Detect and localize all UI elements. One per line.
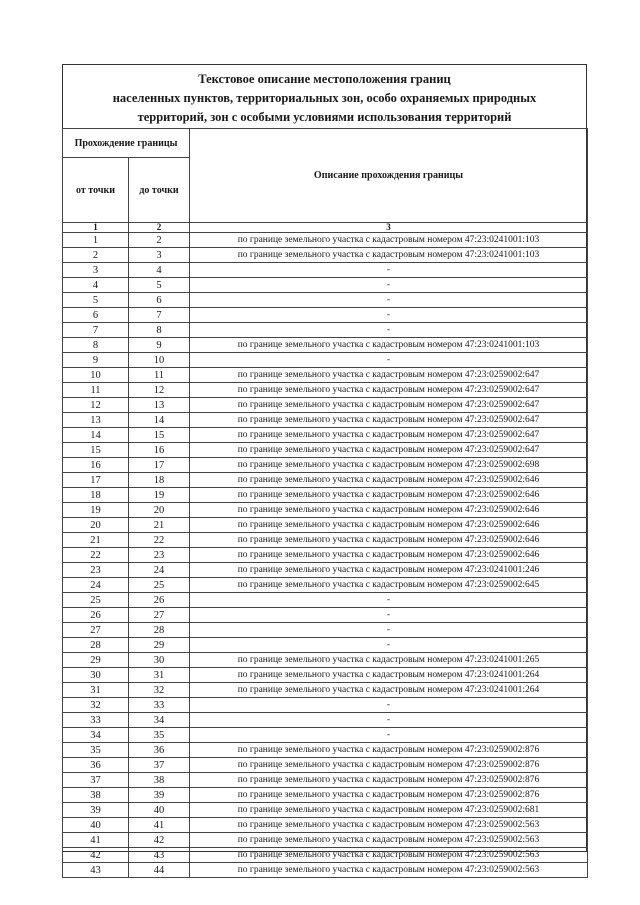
column-number: 1	[63, 223, 129, 233]
cell-to-point: 3	[129, 248, 190, 263]
cell-to-point: 10	[129, 353, 190, 368]
cell-description: -	[190, 713, 588, 728]
cell-to-point: 33	[129, 698, 190, 713]
cell-to-point: 8	[129, 323, 190, 338]
table-row	[63, 848, 588, 863]
cell-description: по границе земельного участка с кадастровым номером 47:23:0259002:563	[190, 833, 588, 848]
cell-description: -	[190, 353, 588, 368]
cell-from-point: 26	[63, 608, 129, 623]
cell-from-point: 36	[63, 758, 129, 773]
cell-description: -	[190, 308, 588, 323]
cell-description: -	[190, 278, 588, 293]
cell-to-point: 44	[129, 863, 190, 878]
cell-to-point: 28	[129, 623, 190, 638]
table-row	[63, 323, 588, 338]
cell-to-point: 27	[129, 608, 190, 623]
cell-to-point: 17	[129, 458, 190, 473]
table-row	[63, 233, 588, 248]
table-row	[63, 308, 588, 323]
cell-from-point: 2	[63, 248, 129, 263]
table-row	[63, 518, 588, 533]
cell-description: по границе земельного участка с кадастровым номером 47:23:0259002:876	[190, 788, 588, 803]
cell-from-point: 25	[63, 593, 129, 608]
table-row	[63, 548, 588, 563]
table-row	[63, 653, 588, 668]
cell-to-point: 35	[129, 728, 190, 743]
cell-description: по границе земельного участка с кадастровым номером 47:23:0241001:265	[190, 653, 588, 668]
cell-from-point: 6	[63, 308, 129, 323]
cell-to-point: 11	[129, 368, 190, 383]
cell-from-point: 5	[63, 293, 129, 308]
cell-description: по границе земельного участка с кадастровым номером 47:23:0241001:103	[190, 233, 588, 248]
cell-from-point: 27	[63, 623, 129, 638]
cell-description: по границе земельного участка с кадастровым номером 47:23:0259002:646	[190, 548, 588, 563]
cell-from-point: 43	[63, 863, 129, 878]
header-to-point: до точки	[129, 158, 190, 223]
cell-description: по границе земельного участка с кадастровым номером 47:23:0259002:647	[190, 428, 588, 443]
table-row	[63, 743, 588, 758]
table-row	[63, 428, 588, 443]
cell-description: по границе земельного участка с кадастровым номером 47:23:0259002:876	[190, 773, 588, 788]
cell-to-point: 38	[129, 773, 190, 788]
table-row	[63, 593, 588, 608]
cell-from-point: 21	[63, 533, 129, 548]
cell-description: по границе земельного участка с кадастровым номером 47:23:0241001:103	[190, 338, 588, 353]
cell-from-point: 4	[63, 278, 129, 293]
cell-from-point: 18	[63, 488, 129, 503]
cell-description: по границе земельного участка с кадастровым номером 47:23:0259002:698	[190, 458, 588, 473]
boundary-table	[62, 128, 588, 878]
cell-to-point: 32	[129, 683, 190, 698]
table-row	[63, 758, 588, 773]
cell-to-point: 13	[129, 398, 190, 413]
cell-to-point: 20	[129, 503, 190, 518]
cell-description: по границе земельного участка с кадастровым номером 47:23:0259002:646	[190, 503, 588, 518]
table-row	[63, 383, 588, 398]
cell-from-point: 10	[63, 368, 129, 383]
cell-from-point: 34	[63, 728, 129, 743]
cell-description: по границе земельного участка с кадастровым номером 47:23:0259002:876	[190, 758, 588, 773]
cell-description: по границе земельного участка с кадастровым номером 47:23:0259002:646	[190, 518, 588, 533]
table-row	[63, 488, 588, 503]
cell-description: по границе земельного участка с кадастровым номером 47:23:0259002:563	[190, 863, 588, 878]
cell-description: по границе земельного участка с кадастровым номером 47:23:0241001:264	[190, 668, 588, 683]
cell-from-point: 11	[63, 383, 129, 398]
cell-to-point: 39	[129, 788, 190, 803]
cell-description: по границе земельного участка с кадастровым номером 47:23:0241001:264	[190, 683, 588, 698]
cell-from-point: 41	[63, 833, 129, 848]
cell-to-point: 6	[129, 293, 190, 308]
cell-to-point: 19	[129, 488, 190, 503]
cell-from-point: 13	[63, 413, 129, 428]
cell-from-point: 14	[63, 428, 129, 443]
cell-from-point: 3	[63, 263, 129, 278]
table-row	[63, 368, 588, 383]
table-row	[63, 698, 588, 713]
cell-to-point: 34	[129, 713, 190, 728]
cell-to-point: 40	[129, 803, 190, 818]
cell-description: по границе земельного участка с кадастровым номером 47:23:0259002:647	[190, 413, 588, 428]
cell-from-point: 42	[63, 848, 129, 863]
cell-description: по границе земельного участка с кадастровым номером 47:23:0259002:647	[190, 383, 588, 398]
cell-from-point: 24	[63, 578, 129, 593]
cell-to-point: 23	[129, 548, 190, 563]
cell-to-point: 41	[129, 818, 190, 833]
cell-to-point: 26	[129, 593, 190, 608]
cell-from-point: 35	[63, 743, 129, 758]
table-row	[63, 683, 588, 698]
cell-to-point: 29	[129, 638, 190, 653]
cell-to-point: 21	[129, 518, 190, 533]
cell-from-point: 38	[63, 788, 129, 803]
table-row	[63, 413, 588, 428]
cell-to-point: 31	[129, 668, 190, 683]
table-row	[63, 833, 588, 848]
cell-to-point: 37	[129, 758, 190, 773]
table-row	[63, 728, 588, 743]
cell-to-point: 7	[129, 308, 190, 323]
cell-from-point: 40	[63, 818, 129, 833]
cell-to-point: 25	[129, 578, 190, 593]
cell-description: по границе земельного участка с кадастровым номером 47:23:0241001:246	[190, 563, 588, 578]
cell-from-point: 28	[63, 638, 129, 653]
cell-description: -	[190, 623, 588, 638]
cell-to-point: 5	[129, 278, 190, 293]
table-row	[63, 563, 588, 578]
cell-to-point: 24	[129, 563, 190, 578]
cell-to-point: 43	[129, 848, 190, 863]
document-title	[62, 70, 587, 127]
cell-to-point: 36	[129, 743, 190, 758]
cell-description: по границе земельного участка с кадастровым номером 47:23:0259002:647	[190, 443, 588, 458]
cell-to-point: 14	[129, 413, 190, 428]
title-line-3: территорий, зон с особыми условиями использования территорий	[137, 110, 512, 124]
table-row	[63, 248, 588, 263]
cell-from-point: 32	[63, 698, 129, 713]
table-row	[63, 668, 588, 683]
cell-to-point: 16	[129, 443, 190, 458]
header-from-point: от точки	[63, 158, 129, 223]
cell-from-point: 30	[63, 668, 129, 683]
table-row	[63, 773, 588, 788]
cell-to-point: 30	[129, 653, 190, 668]
cell-from-point: 9	[63, 353, 129, 368]
cell-to-point: 15	[129, 428, 190, 443]
cell-description: -	[190, 263, 588, 278]
header-boundary-passage: Прохождение границы	[63, 129, 190, 158]
cell-from-point: 22	[63, 548, 129, 563]
cell-description: -	[190, 323, 588, 338]
cell-description: по границе земельного участка с кадастровым номером 47:23:0259002:563	[190, 818, 588, 833]
cell-to-point: 18	[129, 473, 190, 488]
table-row	[63, 608, 588, 623]
table-row	[63, 293, 588, 308]
column-number: 3	[190, 223, 588, 233]
cell-description: -	[190, 593, 588, 608]
cell-description: -	[190, 638, 588, 653]
cell-from-point: 8	[63, 338, 129, 353]
cell-description: по границе земельного участка с кадастровым номером 47:23:0259002:646	[190, 533, 588, 548]
cell-from-point: 7	[63, 323, 129, 338]
title-line-1: Текстовое описание местоположения границ	[198, 72, 451, 86]
cell-from-point: 29	[63, 653, 129, 668]
cell-from-point: 19	[63, 503, 129, 518]
cell-from-point: 37	[63, 773, 129, 788]
cell-description: по границе земельного участка с кадастровым номером 47:23:0259002:647	[190, 398, 588, 413]
cell-description: по границе земельного участка с кадастровым номером 47:23:0259002:646	[190, 473, 588, 488]
cell-description: по границе земельного участка с кадастровым номером 47:23:0259002:876	[190, 743, 588, 758]
cell-to-point: 2	[129, 233, 190, 248]
table-row	[63, 638, 588, 653]
cell-from-point: 31	[63, 683, 129, 698]
table-row	[63, 578, 588, 593]
cell-from-point: 20	[63, 518, 129, 533]
cell-to-point: 9	[129, 338, 190, 353]
cell-description: по границе земельного участка с кадастровым номером 47:23:0241001:103	[190, 248, 588, 263]
cell-from-point: 15	[63, 443, 129, 458]
cell-description: по границе земельного участка с кадастровым номером 47:23:0259002:681	[190, 803, 588, 818]
table-row	[63, 533, 588, 548]
table-row	[63, 623, 588, 638]
table-row	[63, 863, 588, 878]
cell-to-point: 42	[129, 833, 190, 848]
cell-from-point: 1	[63, 233, 129, 248]
table-row	[63, 443, 588, 458]
cell-description: -	[190, 293, 588, 308]
cell-from-point: 39	[63, 803, 129, 818]
title-line-2: населенных пунктов, территориальных зон, особо охраняемых природных	[112, 91, 537, 105]
table-row	[63, 263, 588, 278]
cell-to-point: 4	[129, 263, 190, 278]
table-row	[63, 278, 588, 293]
cell-description: по границе земельного участка с кадастровым номером 47:23:0259002:647	[190, 368, 588, 383]
cell-from-point: 33	[63, 713, 129, 728]
table-row	[63, 473, 588, 488]
table-row	[63, 713, 588, 728]
table-row	[63, 353, 588, 368]
cell-to-point: 22	[129, 533, 190, 548]
cell-to-point: 12	[129, 383, 190, 398]
header-description: Описание прохождения границы	[190, 129, 588, 223]
column-number: 2	[129, 223, 190, 233]
cell-description: -	[190, 698, 588, 713]
table-row	[63, 398, 588, 413]
cell-description: -	[190, 608, 588, 623]
cell-from-point: 17	[63, 473, 129, 488]
cell-from-point: 16	[63, 458, 129, 473]
cell-description: по границе земельного участка с кадастровым номером 47:23:0259002:563	[190, 848, 588, 863]
cell-description: -	[190, 728, 588, 743]
table-row	[63, 788, 588, 803]
cell-description: по границе земельного участка с кадастровым номером 47:23:0259002:645	[190, 578, 588, 593]
table-row	[63, 503, 588, 518]
cell-description: по границе земельного участка с кадастровым номером 47:23:0259002:646	[190, 488, 588, 503]
table-row	[63, 818, 588, 833]
cell-from-point: 12	[63, 398, 129, 413]
cell-from-point: 23	[63, 563, 129, 578]
table-row	[63, 458, 588, 473]
table-row	[63, 803, 588, 818]
table-row	[63, 338, 588, 353]
